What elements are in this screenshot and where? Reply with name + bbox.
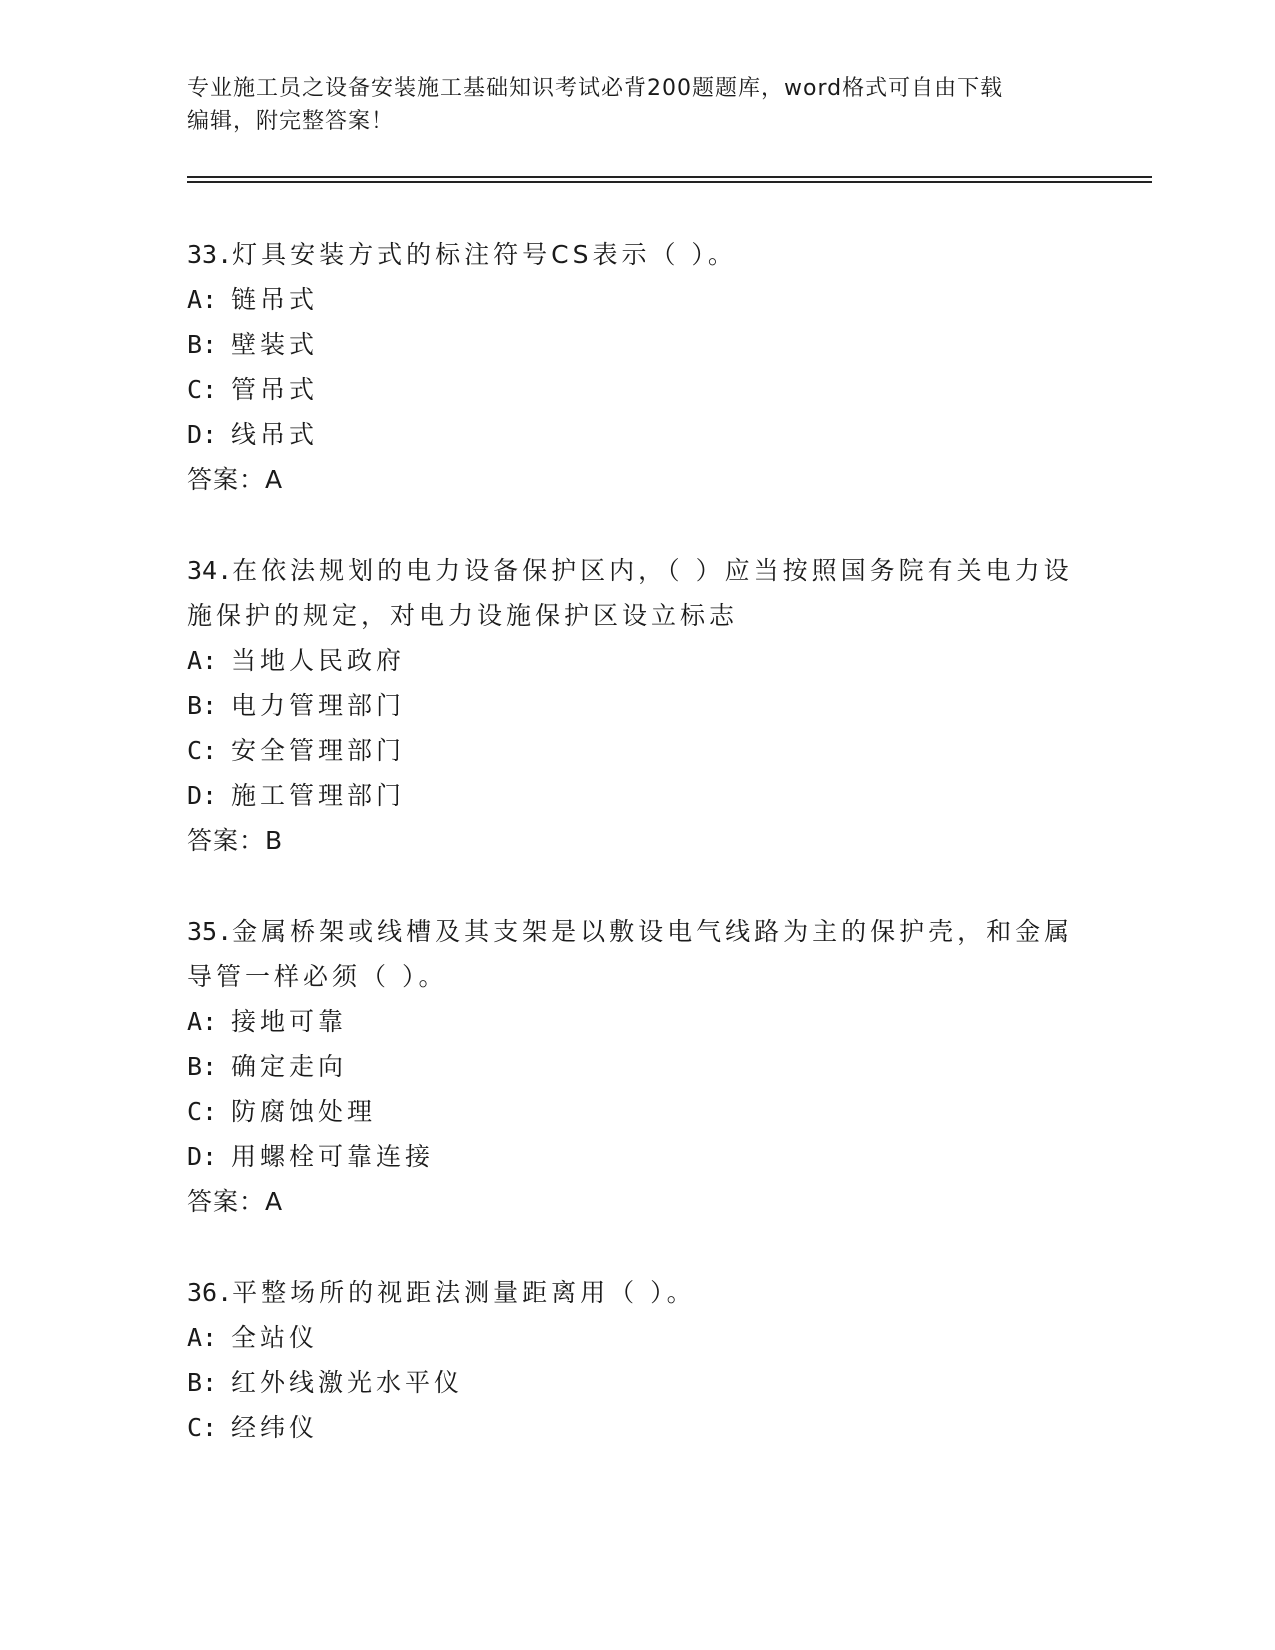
question-34 [187,548,1087,863]
option-text: 确定走向 [231,1052,348,1081]
question-list [187,232,1087,1496]
option-text: 电力管理部门 [231,691,406,720]
option-letter: A: [187,285,218,314]
question-text [187,1270,1087,1315]
option-a [187,999,1087,1044]
question-text [187,232,1087,277]
option-letter: A: [187,646,218,675]
option-letter: C: [187,736,218,765]
option-letter: D: [187,1142,218,1171]
option-text: 经纬仪 [231,1413,319,1442]
option-c [187,728,1087,773]
question-number: 33. [187,240,233,269]
option-text: 施工管理部门 [231,781,406,810]
answer-line: 答案：B [187,826,284,855]
option-letter: C: [187,1097,218,1126]
option-letter: B: [187,691,218,720]
option-text: 壁装式 [231,330,319,359]
question-stem: 金属桥架或线槽及其支架是以敷设电气线路为主的保护壳，和金属导管一样必须（ ）。 [187,917,1074,991]
option-text: 红外线激光水平仪 [231,1368,464,1397]
option-text: 用螺栓可靠连接 [231,1142,435,1171]
option-d [187,412,1087,457]
question-33 [187,232,1087,502]
option-letter: B: [187,1052,218,1081]
option-a [187,277,1087,322]
option-text: 防腐蚀处理 [231,1097,377,1126]
option-text: 接地可靠 [231,1007,348,1036]
question-stem: 平整场所的视距法测量距离用（ ）。 [232,1278,696,1307]
header-line-2: 编辑，附完整答案！ [187,109,395,134]
option-letter: A: [187,1007,218,1036]
option-text: 线吊式 [231,420,319,449]
option-letter: B: [187,330,218,359]
option-letter: A: [187,1323,218,1352]
option-text: 链吊式 [231,285,319,314]
option-b [187,322,1087,367]
question-36 [187,1270,1087,1450]
question-text [187,548,1087,638]
option-c [187,1405,1087,1450]
question-35 [187,909,1087,1224]
option-text: 全站仪 [231,1323,319,1352]
header-line-1: 专业施工员之设备安装施工基础知识考试必背200题题库，word格式可自由下载 [187,76,1004,101]
option-b [187,683,1087,728]
header-divider-top [187,176,1152,178]
option-text: 管吊式 [231,375,319,404]
option-a [187,638,1087,683]
option-letter: B: [187,1368,218,1397]
option-text: 当地人民政府 [231,646,406,675]
option-a [187,1315,1087,1360]
answer-line: 答案：A [187,465,284,494]
document-header [187,72,1087,138]
question-number: 35. [187,917,233,946]
option-c [187,1089,1087,1134]
option-d [187,1134,1087,1179]
option-letter: D: [187,781,218,810]
option-b [187,1044,1087,1089]
question-text [187,909,1087,999]
question-stem: 灯具安装方式的标注符号CS表示（ ）。 [232,240,737,269]
option-d [187,773,1087,818]
option-letter: C: [187,375,218,404]
option-c [187,367,1087,412]
option-letter: C: [187,1413,218,1442]
question-stem: 在依法规划的电力设备保护区内，（ ）应当按照国务院有关电力设施保护的规定，对电力设施保护区设立标志 [187,556,1073,630]
question-number: 34. [187,556,233,585]
question-number: 36. [187,1278,233,1307]
option-letter: D: [187,420,218,449]
option-text: 安全管理部门 [231,736,406,765]
header-divider-bottom [187,181,1152,183]
answer-line: 答案：A [187,1187,284,1216]
option-b [187,1360,1087,1405]
